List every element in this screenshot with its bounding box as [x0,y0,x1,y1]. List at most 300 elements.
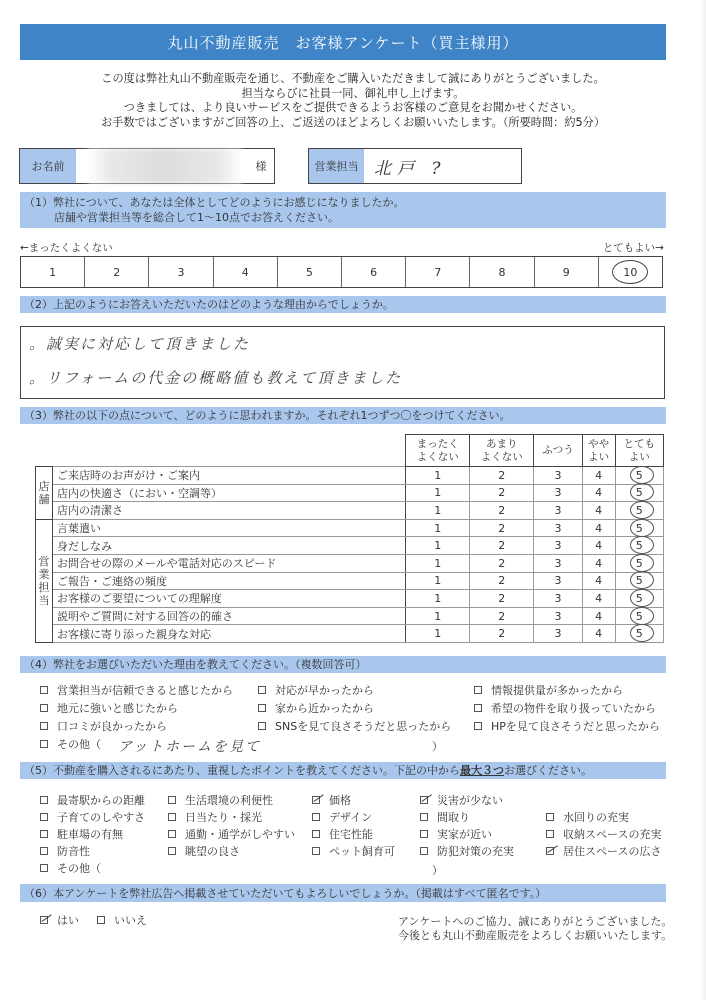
checkbox-option[interactable] [168,792,273,808]
rating-value: 1 [434,627,442,641]
rating-option-2[interactable] [470,502,534,520]
q6-yes-option[interactable] [40,912,79,928]
rating-option-1[interactable] [406,607,470,625]
checkbox-option[interactable] [40,700,178,716]
checkbox-option[interactable] [546,843,661,859]
rating-option-3[interactable] [534,590,582,608]
rating-value: 1 [434,609,442,623]
table-row [36,537,664,555]
q5-question [24,763,666,778]
table-row [36,484,664,502]
thanks-message [398,915,672,942]
column-header-line: あまり [486,438,518,450]
table-row [36,519,664,537]
checkbox-option[interactable] [40,792,145,808]
checkbox[interactable] [40,830,48,838]
checkbox-checked[interactable] [420,796,428,804]
group-label-char: 舗 [38,492,50,506]
scale-option-3[interactable] [149,257,213,287]
rating-option-1[interactable] [406,502,470,520]
checkbox-option[interactable] [40,843,90,859]
option-label: 収納スペースの充実 [563,828,662,841]
intro-line: つきましては、より良いサービスをご提供できるようお客様のご意見をお聞かせください。 [123,101,583,114]
option-label: 実家が近い [437,828,492,841]
table-row [36,590,664,608]
table-row [36,467,664,485]
checkbox[interactable] [474,686,482,694]
rating-value: 5 [635,503,643,517]
checkbox[interactable] [258,686,266,694]
item-label: 説明やご質問に対する回答の的確さ [53,607,406,625]
rating-option-5[interactable] [615,625,663,643]
rating-option-2[interactable] [470,484,534,502]
column-header-line: よい [628,450,650,463]
item-label: お客様のご要望についての理解度 [53,590,406,608]
q5-question-pre: （5）不動産を購入されるにあたり、重視したポイントを教えてください。下記の中から [24,764,460,777]
q3-question: （3）弊社の以下の点について、どのように思われますか。それぞれ1つずつ〇をつけてください。 [24,409,511,422]
customer-name-field[interactable] [19,148,275,184]
q3-rating-table [35,434,664,643]
rating-value: 1 [434,539,442,553]
option-label: 生活環境の利便性 [185,794,273,807]
scale-option-10[interactable] [599,257,662,287]
intro-line: お手数ではございますがご回答の上、ご返送のほどよろしくお願いいたします。（所要時間：約5分） [100,115,606,129]
rating-value: 1 [434,486,442,500]
rating-value: 3 [554,521,562,535]
checkbox-option[interactable] [168,809,262,825]
item-label: お問合せの際のメールや電話対応のスピード [53,554,406,572]
checkbox[interactable] [474,704,482,712]
rating-value: 5 [635,539,643,553]
rating-option-5[interactable] [615,554,663,572]
checkbox[interactable] [312,847,320,855]
q4-other-close: ） [432,740,443,753]
rating-option-5[interactable] [615,572,663,590]
checkbox[interactable] [97,916,105,924]
q2-header [20,296,666,313]
rating-option-3[interactable] [534,625,582,643]
q5-question-post: お選びください。 [504,764,592,777]
option-label: 通勤・通学がしやすい [185,828,295,841]
column-header [582,435,615,467]
name-label: お名前 [20,149,76,183]
checkbox-option[interactable] [420,826,492,842]
scale-option-7[interactable] [406,257,470,287]
rating-value: 2 [498,556,506,570]
rating-option-5[interactable] [615,502,663,520]
table-row [36,502,664,520]
checkbox[interactable] [40,740,48,748]
rating-value: 2 [498,503,506,517]
option-label: 情報提供量が多かったから [491,684,623,697]
column-header-line: よくない [416,450,459,463]
q6-question: （6）本アンケートを弊社広告へ掲載させていただいてもよろしいでしょうか。（掲載はすべて匿名です。） [24,886,547,900]
rating-option-4[interactable] [582,572,615,590]
rating-option-4[interactable] [582,625,615,643]
rating-option-1[interactable] [406,590,470,608]
rating-value: 4 [595,503,603,517]
rating-value: 4 [595,556,603,570]
rating-value: 4 [595,486,603,500]
rating-option-1[interactable] [406,572,470,590]
rating-value: 4 [595,468,603,482]
rating-option-4[interactable] [582,467,615,485]
rating-value: 4 [595,627,603,641]
checkbox[interactable] [258,704,266,712]
checkbox[interactable] [40,722,48,730]
option-label: 眺望の良さ [185,845,240,858]
rep-label: 営業担当 [309,149,364,183]
scale-value: 3 [177,265,185,279]
scale-right-label: とてもよい→ [602,242,664,254]
rating-value: 5 [635,574,643,588]
scale-left-label: ←まったくよくない [20,242,113,254]
rating-value: 3 [554,556,562,570]
q1-line2: 店舗や営業担当等を総合して1～10点でお答えください。 [54,211,339,224]
q4-other-label: その他（ [57,738,101,751]
column-header [615,435,663,467]
rating-option-2[interactable] [470,590,534,608]
column-header [470,435,534,467]
q5-other-close: ） [432,864,443,877]
q2-answer-box[interactable] [20,326,665,399]
rating-option-3[interactable] [534,554,582,572]
intro-text [0,72,706,130]
intro-line: この度は弊社丸山不動産販売を通じ、不動産をご購入いただきまして誠にありがとうございました。 [101,72,605,85]
rating-option-2[interactable] [470,572,534,590]
rating-value: 2 [498,468,506,482]
checkbox[interactable] [168,796,176,804]
option-label: 防犯対策の充実 [437,845,514,858]
rating-option-3[interactable] [534,484,582,502]
scale-option-1[interactable] [21,257,85,287]
checkbox-option[interactable] [546,826,661,842]
checkbox[interactable] [312,830,320,838]
group-label-char: 業 [38,567,50,581]
checkbox-option[interactable] [40,809,145,825]
option-label: 地元に強いと感じたから [57,702,178,715]
rating-option-4[interactable] [582,502,615,520]
checkbox[interactable] [40,796,48,804]
checkbox[interactable] [40,864,48,872]
option-label: 水回りの充実 [563,811,629,824]
q3-header [20,407,666,424]
table-row [36,607,664,625]
table-header-row [36,435,664,467]
checkbox-option[interactable] [258,682,374,698]
rating-value: 1 [434,574,442,588]
scale-value: 2 [113,265,121,279]
scale-option-8[interactable] [470,257,534,287]
option-label: 駐車場の有無 [57,828,123,841]
option-label: 価格 [329,794,351,807]
rating-value: 1 [434,521,442,535]
q4-question: （4）弊社をお選びいただいた理由を教えてください。（複数回答可） [24,658,367,671]
rating-option-5[interactable] [615,484,663,502]
rating-option-3[interactable] [534,519,582,537]
rating-option-4[interactable] [582,554,615,572]
rating-option-1[interactable] [406,519,470,537]
rating-value: 4 [595,574,603,588]
q1-line1: （1）弊社について、あなたは全体としてどのようにお感じになりましたか。 [24,196,405,209]
option-label: 最寄駅からの距離 [57,794,145,807]
rating-value: 5 [635,486,643,500]
rating-option-3[interactable] [534,572,582,590]
checkbox-option[interactable] [168,826,295,842]
rating-option-5[interactable] [615,590,663,608]
q1-rating-scale [20,256,663,288]
checkbox-option[interactable] [474,682,623,698]
checkbox[interactable] [40,813,48,821]
group-label [36,519,53,642]
rating-value: 4 [595,591,603,605]
checkbox[interactable] [546,830,554,838]
checkbox-checked[interactable] [312,796,320,804]
q6-no-option[interactable] [97,912,147,928]
rating-value: 5 [635,468,643,482]
checkbox-option[interactable] [40,826,123,842]
q2-question: （2）上記のようにお答えいただいたのはどのような理由からでしょうか。 [24,298,394,311]
rating-value: 1 [434,591,442,605]
item-label: 店内の清潔さ [53,502,406,520]
rating-option-4[interactable] [582,537,615,555]
rating-value: 2 [498,609,506,623]
item-label: ご報告・ご連絡の頻度 [53,572,406,590]
rating-value: 5 [635,556,643,570]
scale-option-9[interactable] [535,257,599,287]
option-label: 対応が早かったから [275,684,374,697]
checkbox[interactable] [420,847,428,855]
item-label: 身だしなみ [53,537,406,555]
checkbox-option[interactable] [546,809,629,825]
scale-value: 1 [49,265,57,279]
rating-value: 1 [434,503,442,517]
checkbox-option[interactable] [168,843,240,859]
q4-other-handwritten: アットホームを見て [118,739,262,755]
survey-title: 丸山不動産販売 お客様アンケート（買主様用） [20,24,666,60]
option-label: 家から近かったから [275,702,374,715]
rating-option-1[interactable] [406,484,470,502]
q5-header [20,762,666,779]
thanks-line: 今後とも丸山不動産販売をよろしくお願いいたします。 [398,928,673,942]
checkbox[interactable] [546,813,554,821]
rating-option-2[interactable] [470,519,534,537]
item-label: お客様に寄り添った親身な対応 [53,625,406,643]
checkbox-option[interactable] [312,826,373,842]
option-label: 間取り [437,811,470,824]
rating-option-4[interactable] [582,519,615,537]
rating-value: 3 [554,539,562,553]
checkbox[interactable] [258,722,266,730]
intro-line: 担当ならびに社員一同、御礼申し上げます。 [241,86,465,100]
rating-option-3[interactable] [534,467,582,485]
column-header-line: まったく [416,438,459,450]
scale-option-2[interactable] [85,257,149,287]
rating-value: 2 [498,591,506,605]
rating-value: 3 [554,503,562,517]
rating-option-4[interactable] [582,590,615,608]
group-label [36,467,53,520]
checkbox[interactable] [420,830,428,838]
scale-option-5[interactable] [278,257,342,287]
group-label-char: 担 [38,580,50,594]
checkbox[interactable] [474,722,482,730]
rating-option-5[interactable] [615,519,663,537]
rating-option-5[interactable] [615,467,663,485]
scan-edge [700,0,706,1000]
column-header-line: よい [588,450,610,463]
rating-option-2[interactable] [470,625,534,643]
scale-option-4[interactable] [214,257,278,287]
q6-header [20,884,666,902]
checkbox-option[interactable] [420,809,470,825]
name-suffix: 様 [255,160,267,173]
rating-option-1[interactable] [406,537,470,555]
group-label-char: 営 [38,554,50,568]
checkbox[interactable] [168,830,176,838]
column-header-line: やや [588,438,610,450]
checkbox-option[interactable] [420,792,503,808]
checkbox[interactable] [420,813,428,821]
option-label: 希望の物件を取り扱っていたから [491,702,656,715]
checkbox-option[interactable] [40,718,167,734]
q5-question-emphasis: 最大３つ [460,764,504,777]
option-label: 口コミが良かったから [57,720,167,733]
checkbox-checked[interactable] [40,916,48,924]
scale-value: 8 [498,265,506,279]
checkbox[interactable] [168,813,176,821]
checkbox-option[interactable] [312,792,351,808]
rating-value: 3 [554,574,562,588]
scale-value: 4 [241,265,249,279]
q1-header [20,192,666,228]
rating-option-2[interactable] [470,607,534,625]
checkbox-option[interactable] [474,700,656,716]
option-label: 災害が少ない [437,794,503,807]
q6-no-label: いいえ [114,914,147,927]
checkbox[interactable] [168,847,176,855]
rating-value: 5 [635,609,643,623]
q4-option-other[interactable] [40,736,101,752]
q5-option-other[interactable] [40,860,101,876]
checkbox-option[interactable] [420,843,514,859]
item-label: 店内の快適さ（におい・空調等） [53,484,406,502]
rating-option-4[interactable] [582,607,615,625]
rating-option-3[interactable] [534,502,582,520]
sales-rep-field[interactable] [308,148,522,184]
scale-value: 10 [623,265,638,279]
scale-option-6[interactable] [342,257,406,287]
rating-value: 5 [635,591,643,605]
rating-option-5[interactable] [615,607,663,625]
checkbox-option[interactable] [258,718,451,734]
rating-option-5[interactable] [615,537,663,555]
checkbox-checked[interactable] [546,847,554,855]
rating-option-1[interactable] [406,467,470,485]
rating-value: 3 [554,627,562,641]
checkbox-option[interactable] [312,843,395,859]
rating-value: 4 [595,521,603,535]
checkbox[interactable] [312,813,320,821]
checkbox-option[interactable] [474,718,660,734]
rating-option-3[interactable] [534,537,582,555]
rating-value: 3 [554,591,562,605]
rep-handwritten-value: 北戸 ? [374,158,447,179]
header-blank [36,435,406,467]
option-label: 住宅性能 [329,828,373,841]
rating-value: 5 [635,521,643,535]
q4-header [20,656,666,673]
checkbox[interactable] [40,847,48,855]
table-row [36,625,664,643]
scale-value: 5 [305,265,313,279]
option-label: 子育てのしやすさ [57,811,145,824]
option-label: ペット飼育可 [329,845,395,858]
thanks-line: アンケートへのご協力、誠にありがとうございました。 [398,915,673,928]
checkbox-option[interactable] [258,700,374,716]
option-label: 日当たり・採光 [185,811,262,824]
checkbox-option[interactable] [40,682,233,698]
item-label: ご来店時のお声がけ・ご案内 [53,467,406,485]
column-header-line: よくない [480,450,523,463]
rating-option-2[interactable] [470,554,534,572]
q2-answer-line: 。リフォームの代金の概略値も教えて頂きました [29,369,403,387]
column-header-line: ふつう [542,444,574,457]
checkbox-option[interactable] [312,809,372,825]
q2-answer-line: 。誠実に対応して頂きました [29,335,251,353]
scale-value: 7 [434,265,442,279]
rating-value: 3 [554,609,562,623]
rating-value: 5 [635,627,643,641]
option-label: デザイン [329,811,373,824]
table-row [36,554,664,572]
rating-value: 4 [595,609,603,623]
rating-value: 1 [434,468,442,482]
redacted-name [88,149,242,183]
rating-option-2[interactable] [470,467,534,485]
checkbox[interactable] [40,704,48,712]
option-label: 居住スペースの広さ [563,845,662,858]
column-header [534,435,582,467]
rating-option-2[interactable] [470,537,534,555]
rating-option-3[interactable] [534,607,582,625]
rating-value: 2 [498,486,506,500]
checkbox[interactable] [40,686,48,694]
option-label: 防音性 [57,845,90,858]
table-row [36,572,664,590]
rating-value: 4 [595,539,603,553]
rating-value: 2 [498,574,506,588]
rating-value: 1 [434,556,442,570]
group-label-char: 当 [38,593,50,607]
rating-value: 2 [498,521,506,535]
selected-circle-mark [612,260,648,284]
scale-value: 9 [562,265,570,279]
rating-option-4[interactable] [582,484,615,502]
item-label: 言葉遣い [53,519,406,537]
rating-option-1[interactable] [406,625,470,643]
option-label: SNSを見て良さそうだと思ったから [275,720,452,733]
q5-other-label: その他（ [57,862,101,875]
rating-option-1[interactable] [406,554,470,572]
option-label: 営業担当が信頼できると感じたから [57,684,233,697]
rating-value: 3 [554,486,562,500]
rating-value: 2 [498,627,506,641]
q6-yes-label: はい [57,914,79,927]
column-header-line: とても [623,438,656,450]
group-label-char: 店 [38,479,50,493]
rating-value: 3 [554,468,562,482]
